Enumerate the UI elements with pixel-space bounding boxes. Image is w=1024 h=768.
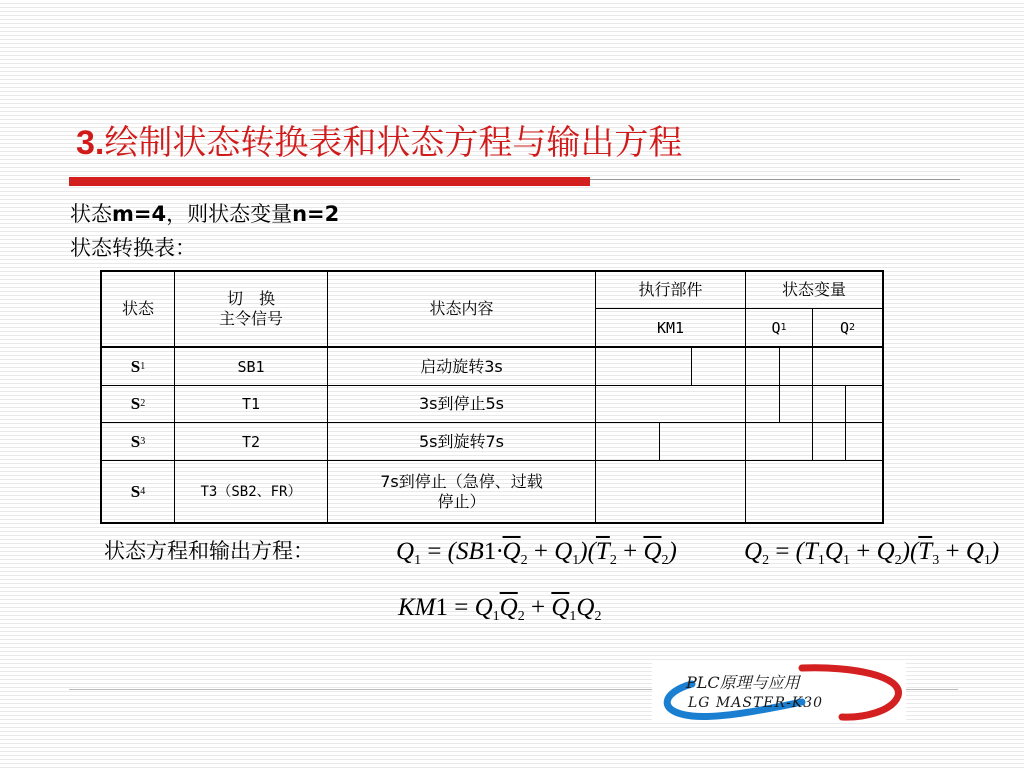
timing-edge bbox=[691, 347, 692, 385]
timing-edge bbox=[812, 347, 813, 461]
q2-letter: Q bbox=[839, 318, 849, 337]
intro-text: 状态 bbox=[70, 202, 112, 226]
row-content: 3s到停止5s bbox=[418, 394, 505, 413]
header-q1 bbox=[746, 309, 812, 346]
equation-km1: $KM1 = Q_1\overline{Q}_2 + \overline{Q}_1Q_2$ bbox=[398, 594, 602, 624]
table-border-bottom bbox=[100, 522, 884, 524]
state-letter: S bbox=[130, 481, 141, 501]
title-divider bbox=[590, 179, 960, 180]
header-state: 状态 bbox=[121, 299, 154, 318]
timing-edge bbox=[845, 385, 846, 461]
state-transition-table bbox=[100, 270, 884, 524]
m-value: m=4 bbox=[112, 202, 167, 226]
timing-edge bbox=[779, 347, 780, 423]
row-state bbox=[102, 348, 174, 385]
row-content: 5s到旋转7s bbox=[418, 431, 505, 451]
header-content: 状态内容 bbox=[429, 299, 494, 318]
page-title bbox=[76, 120, 682, 166]
row-content: 启动旋转3s bbox=[420, 356, 503, 376]
state-sub: 3 bbox=[140, 435, 146, 447]
row-signal: T3（SB2、FR） bbox=[200, 483, 302, 500]
q1-sub: 1 bbox=[780, 321, 787, 333]
header-actuator: 执行部件 bbox=[638, 280, 703, 299]
n-value: n=2 bbox=[292, 202, 340, 226]
state-sub: 2 bbox=[140, 398, 146, 409]
header-switch-line2: 主令信号 bbox=[218, 309, 283, 328]
header-km1: KM1 bbox=[656, 318, 685, 337]
state-letter: S bbox=[130, 356, 141, 376]
logo-title: PLC原理与应用 bbox=[686, 673, 800, 692]
title-number: 3. bbox=[76, 124, 105, 162]
q2-sub: 2 bbox=[849, 321, 856, 333]
equation-q2: $Q_2 = (T_1Q_1 + Q_2)(\overline{T}_3 + Q_1)$ bbox=[744, 538, 1000, 568]
state-count-line bbox=[70, 200, 339, 228]
state-letter: S bbox=[130, 394, 141, 413]
table-caption: 状态转换表： bbox=[70, 236, 196, 260]
header-switch bbox=[175, 272, 327, 346]
row-state bbox=[102, 461, 174, 522]
state-sub: 4 bbox=[140, 485, 146, 497]
equation-q1: $Q_1 = (SB1\cdot\overline{Q}_2 + Q_1)(\overline{T}_2 + \overline{Q}_2)$ bbox=[396, 538, 677, 568]
title-text: 绘制状态转换表和状态方程与输出方程 bbox=[104, 123, 683, 163]
header-switch-line1: 切 换 bbox=[226, 289, 275, 308]
timing-edge bbox=[659, 422, 660, 460]
logo-subtitle: LG MASTER-K30 bbox=[688, 695, 824, 711]
intro-text-2: ，则状态变量 bbox=[166, 202, 293, 226]
title-underline-bar bbox=[69, 177, 590, 186]
equations-label: 状态方程和输出方程： bbox=[104, 539, 314, 563]
header-state-vars: 状态变量 bbox=[781, 280, 846, 299]
row-content bbox=[328, 461, 595, 522]
row-signal: T1 bbox=[241, 395, 261, 413]
row-state bbox=[102, 386, 174, 422]
row-signal: SB1 bbox=[237, 357, 265, 376]
row-signal: T2 bbox=[241, 432, 261, 451]
header-q2 bbox=[813, 309, 882, 346]
row-state bbox=[102, 423, 174, 460]
state-letter: S bbox=[130, 431, 141, 451]
q1-letter: Q bbox=[771, 318, 781, 337]
row-content-line2: 停止） bbox=[437, 491, 486, 511]
state-sub: 1 bbox=[140, 360, 146, 372]
plc-course-logo bbox=[652, 662, 906, 722]
row-content-line1: 7s到停止（急停、过载 bbox=[380, 471, 543, 491]
